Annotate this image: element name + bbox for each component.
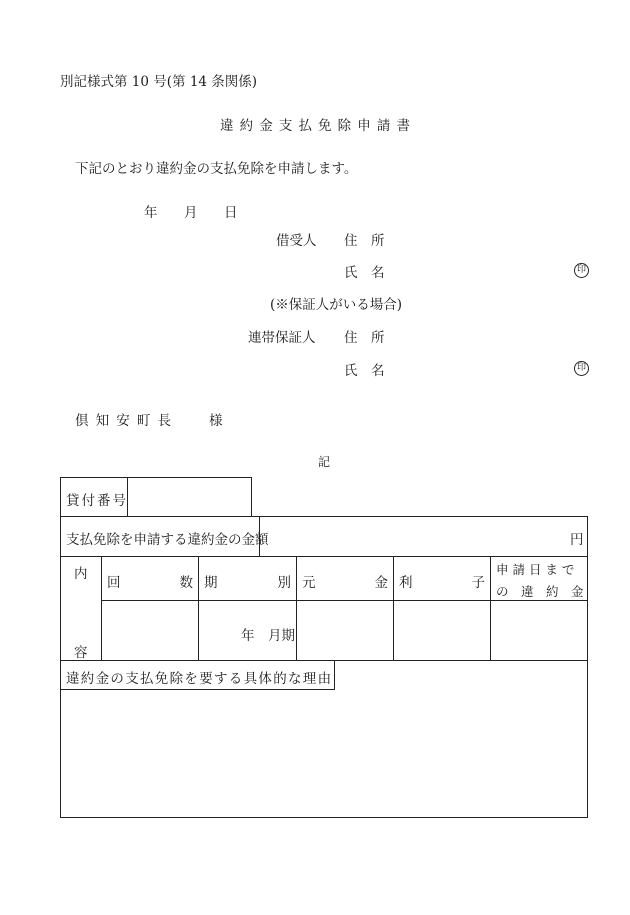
- date-day[interactable]: 日: [224, 205, 238, 221]
- date-month[interactable]: 月: [184, 205, 198, 221]
- borrower-address-label[interactable]: 住 所: [344, 233, 385, 249]
- guarantor-note: (※保証人がいる場合): [270, 297, 403, 313]
- divider: [393, 556, 394, 661]
- addressee-char: 町: [136, 413, 151, 429]
- borrower-label: 借受人: [276, 233, 317, 249]
- title-char: 払: [298, 118, 312, 134]
- guarantor-address-label[interactable]: 住 所: [344, 330, 385, 346]
- ki-label: 記: [318, 455, 331, 469]
- divider: [296, 556, 297, 661]
- interest-field[interactable]: [396, 603, 488, 658]
- col-header-count: 回 数: [107, 575, 193, 591]
- col-header-principal: 元 金: [302, 575, 388, 591]
- addressee: [75, 409, 171, 429]
- count-field[interactable]: [104, 603, 196, 658]
- period-field[interactable]: 年 月期: [241, 628, 295, 644]
- page-title: [220, 114, 410, 134]
- addressee-char: 倶: [75, 413, 89, 429]
- title-char: 請: [376, 118, 391, 134]
- col-header-penalty-line2: の 違 約 金: [496, 584, 584, 599]
- addressee-char: 長: [157, 413, 171, 429]
- addressee-char: 知: [95, 413, 110, 429]
- loan-number-label: 貸付番号: [66, 493, 128, 509]
- principal-field[interactable]: [299, 603, 391, 658]
- reason-field[interactable]: [64, 694, 584, 814]
- addressee-sama: 様: [209, 413, 223, 429]
- col-header-penalty-line1: 申 請 日 ま で: [496, 562, 575, 577]
- amount-unit: 円: [570, 532, 584, 548]
- borrower-name-label[interactable]: 氏 名: [344, 265, 385, 281]
- borrower-seal-icon: 印: [574, 261, 589, 278]
- title-char: 申: [357, 118, 371, 134]
- divider: [198, 556, 199, 661]
- col-header-period: 期 別: [204, 575, 291, 591]
- guarantor-label: 連帯保証人: [248, 330, 316, 346]
- divider: [101, 556, 102, 661]
- title-char: 免: [318, 118, 332, 134]
- naiyo-bottom: 容: [74, 645, 88, 661]
- divider: [490, 556, 491, 661]
- loan-number-field[interactable]: [130, 480, 248, 514]
- title-char: 約: [239, 118, 254, 134]
- guarantor-seal-icon: 印: [574, 359, 589, 376]
- date-year[interactable]: 年: [144, 205, 158, 221]
- intro-text: 下記のとおり違約金の支払免除を申請します。: [75, 161, 358, 177]
- naiyo-top: 内: [74, 566, 88, 582]
- title-char: 除: [337, 118, 352, 134]
- amount-field[interactable]: [262, 519, 562, 554]
- addressee-char: 安: [116, 413, 130, 429]
- penalty-field[interactable]: [493, 603, 585, 658]
- col-header-interest: 利 子: [399, 575, 485, 591]
- reason-label: 違約金の支払免除を要する具体的な理由: [66, 671, 333, 687]
- title-char: 違: [220, 118, 234, 134]
- title-char: 支: [278, 118, 293, 134]
- divider: [101, 600, 588, 601]
- guarantor-name-label[interactable]: 氏 名: [344, 363, 385, 379]
- title-char: 金: [259, 118, 273, 134]
- amount-label: 支払免除を申請する違約金の金額: [66, 532, 269, 548]
- form-reference: 別記様式第 10 号(第 14 条関係): [60, 74, 258, 90]
- title-char: 書: [396, 118, 410, 134]
